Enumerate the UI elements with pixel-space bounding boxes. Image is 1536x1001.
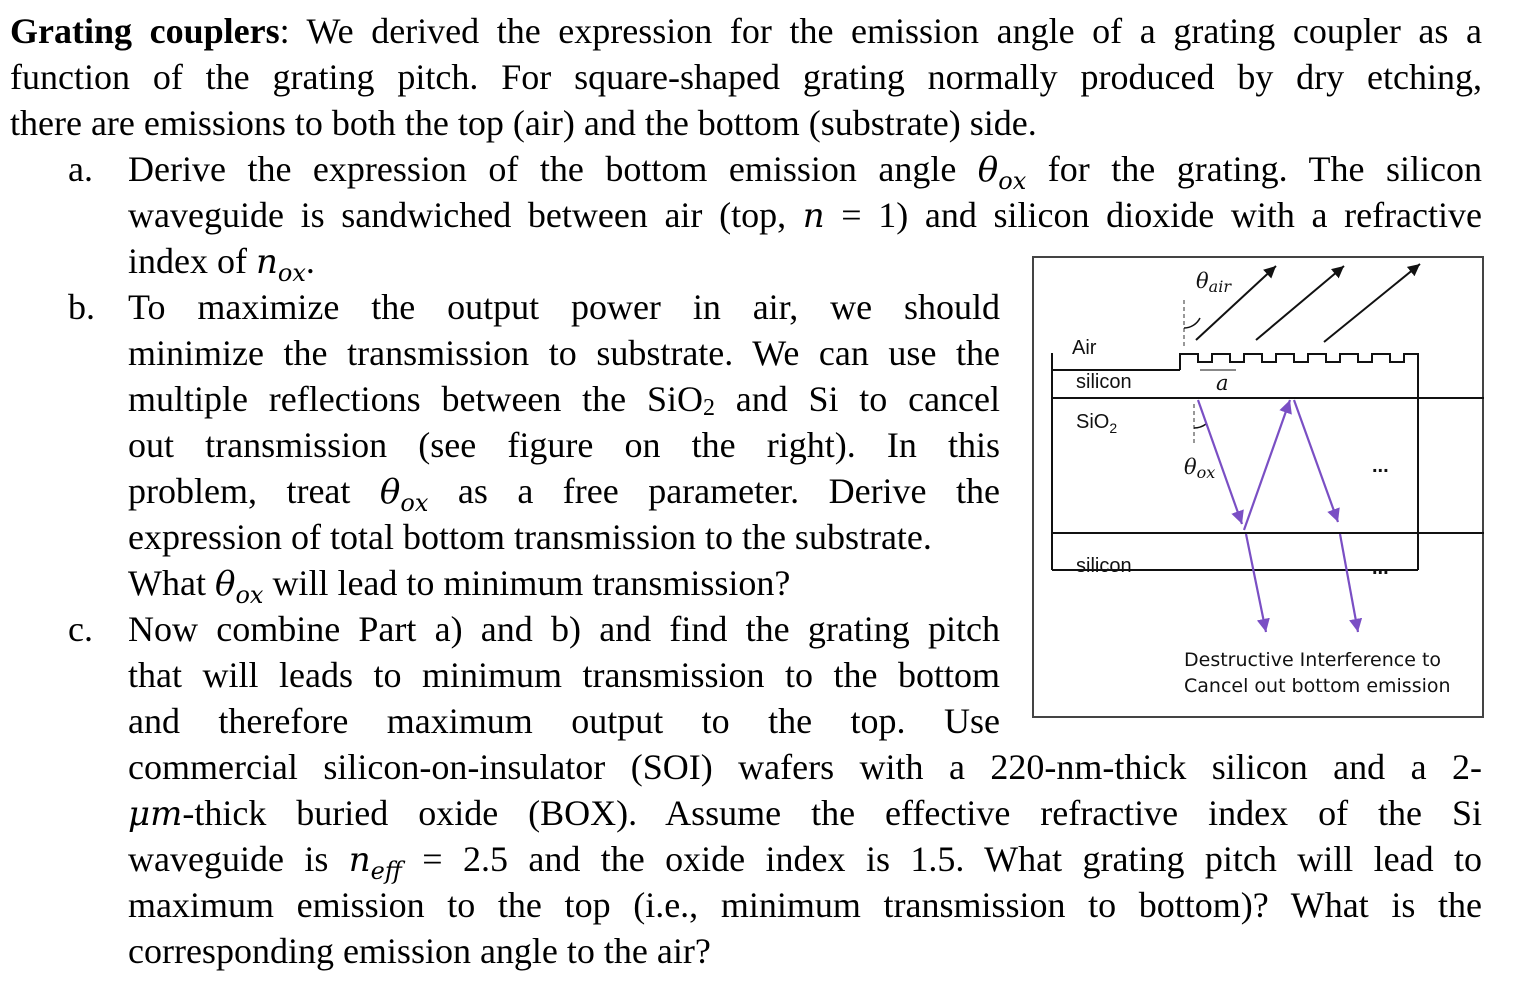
theta-air-label: θair xyxy=(1196,269,1231,296)
part-c-marker: c. xyxy=(68,609,93,649)
oxide-angle-arc xyxy=(1194,424,1206,428)
part-b-line-5: problem, treat $\theta_{ox}$ as a free parameter. Derive the xyxy=(128,471,1000,517)
part-b-line-2: minimize the transmission to substrate. We can use the xyxy=(128,333,1000,373)
part-a-marker: a. xyxy=(68,149,93,189)
part-c-line-6: waveguide is $n_{eff} = 2.5$ and the oxide index is 1.5. What grating pitch will lead to xyxy=(128,839,1483,885)
part-c-line-4: commercial silicon-on-insulator (SOI) wafers with a 220-nm-thick silicon and a 2- xyxy=(128,747,1482,787)
part-a-line-1: Derive the expression of the bottom emission angle $\theta_{ox}$ for the grating. The silicon xyxy=(128,149,1482,195)
ray-down-1 xyxy=(1198,400,1242,524)
label-sio2: SiO$_2$ xyxy=(1076,411,1118,436)
part-a-line-3: index of $n_{ox}$. xyxy=(128,241,315,287)
intro-line-2: function of the grating pitch. For square-shaped grating normally produced by dry etching, xyxy=(10,57,1482,97)
intro-title: Grating couplers xyxy=(10,11,280,51)
part-c-line-5: μm-thick buried oxide (BOX). Assume the effective refractive index of the Si xyxy=(128,793,1482,834)
part-b-line-1: To maximize the output power in air, we should xyxy=(128,287,1000,327)
ray-down-2 xyxy=(1294,400,1338,522)
grating-diagram xyxy=(1034,258,1486,720)
pitch-label: a xyxy=(1216,371,1229,395)
grating-teeth xyxy=(1180,354,1418,370)
part-b-marker: b. xyxy=(68,287,95,327)
reflection-rays xyxy=(1198,400,1358,632)
part-c-line-3: and therefore maximum output to the top. Use xyxy=(128,701,1000,741)
air-angle-arc xyxy=(1184,318,1200,328)
part-c-line-1: Now combine Part a) and b) and find the grating pitch xyxy=(128,609,1000,649)
intro-line-3: there are emissions to both the top (air) and the bottom (substrate) side. xyxy=(10,103,1037,143)
part-c-line-8: corresponding emission angle to the air? xyxy=(128,931,711,971)
caption-line-2: Cancel out bottom emission xyxy=(1184,675,1451,697)
theta-ox-label: θox xyxy=(1184,455,1216,482)
air-emission-arrow-3 xyxy=(1324,264,1420,342)
part-b-line-7: What $\theta_{ox}$ will lead to minimum transmission? xyxy=(128,563,791,609)
intro-line-1: Grating couplers: We derived the expression for the emission angle of a grating coupler as a xyxy=(10,11,1482,51)
ray-transmit-2 xyxy=(1340,534,1358,632)
grating-figure xyxy=(1032,256,1484,718)
ray-up-1 xyxy=(1244,400,1290,530)
dots-oxide: ... xyxy=(1372,455,1389,477)
part-c-line-2: that will leads to minimum transmission to the bottom xyxy=(128,655,1000,695)
ray-transmit-1 xyxy=(1246,534,1266,632)
label-air: Air xyxy=(1072,337,1097,359)
air-emission-arrow-2 xyxy=(1256,266,1344,340)
part-b-line-4: out transmission (see figure on the right). In this xyxy=(128,425,1000,465)
part-c-line-7: maximum emission to the top (i.e., minimum transmission to bottom)? What is the xyxy=(128,885,1482,925)
part-b-line-6: expression of total bottom transmission to the substrate. xyxy=(128,517,932,557)
label-silicon-bottom: silicon xyxy=(1076,555,1132,577)
label-silicon-top: silicon xyxy=(1076,371,1132,393)
part-b-line-3: multiple reflections between the SiO$_2$ and Si to cancel xyxy=(128,379,1001,421)
caption-line-1: Destructive Interference to xyxy=(1184,649,1442,671)
part-a-line-2: waveguide is sandwiched between air (top, n = 1) and silicon dioxide with a refractive xyxy=(128,195,1482,236)
dots-substrate: ... xyxy=(1372,557,1389,579)
